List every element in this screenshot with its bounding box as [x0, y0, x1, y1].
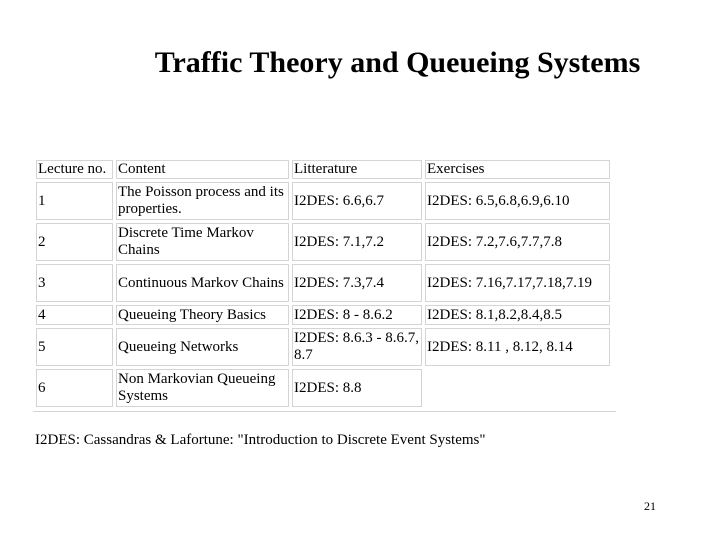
lecture-no-cell: 6: [36, 369, 113, 407]
exercises-cell: I2DES: 7.16,7.17,7.18,7.19: [425, 264, 610, 302]
lecture-no-cell: 2: [36, 223, 113, 261]
exercises-cell: I2DES: 8.11 , 8.12, 8.14: [425, 328, 610, 366]
page-number: 21: [644, 499, 656, 513]
table-row: [36, 264, 610, 302]
litterature-cell: I2DES: 7.1,7.2: [292, 223, 422, 261]
lecture-no-cell: 1: [36, 182, 113, 220]
litterature-cell: I2DES: 8 - 8.6.2: [292, 305, 422, 325]
content-cell: Non Markovian Queueing Systems: [116, 369, 289, 407]
content-cell: Discrete Time Markov Chains: [116, 223, 289, 261]
reference-footnote: I2DES: Cassandras & Lafortune: "Introduction to Discrete Event Systems": [35, 432, 486, 448]
lecture-no-cell: 5: [36, 328, 113, 366]
header-lecture-no: Lecture no.: [36, 160, 113, 179]
header-litterature: Litterature: [292, 160, 422, 179]
table-row: [36, 223, 610, 261]
content-cell: Continuous Markov Chains: [116, 264, 289, 302]
exercises-cell: I2DES: 6.5,6.8,6.9,6.10: [425, 182, 610, 220]
table-row: [36, 182, 610, 220]
exercises-cell: [425, 369, 610, 407]
table-row: [36, 305, 610, 325]
table-header-row: [36, 160, 610, 179]
table-row: [36, 369, 610, 407]
litterature-cell: I2DES: 8.8: [292, 369, 422, 407]
litterature-cell: I2DES: 8.6.3 - 8.6.7, 8.7: [292, 328, 422, 366]
lecture-table: [33, 157, 613, 410]
content-cell: The Poisson process and its properties.: [116, 182, 289, 220]
header-exercises: Exercises: [425, 160, 610, 179]
exercises-cell: I2DES: 8.1,8.2,8.4,8.5: [425, 305, 610, 325]
header-content: Content: [116, 160, 289, 179]
content-cell: Queueing Theory Basics: [116, 305, 289, 325]
lecture-no-cell: 4: [36, 305, 113, 325]
litterature-cell: I2DES: 7.3,7.4: [292, 264, 422, 302]
table-row: [36, 328, 610, 366]
exercises-cell: I2DES: 7.2,7.6,7.7,7.8: [425, 223, 610, 261]
litterature-cell: I2DES: 6.6,6.7: [292, 182, 422, 220]
lecture-no-cell: 3: [36, 264, 113, 302]
content-cell: Queueing Networks: [116, 328, 289, 366]
table-bottom-rule: [33, 411, 616, 412]
slide-title: Traffic Theory and Queueing Systems: [154, 46, 641, 79]
